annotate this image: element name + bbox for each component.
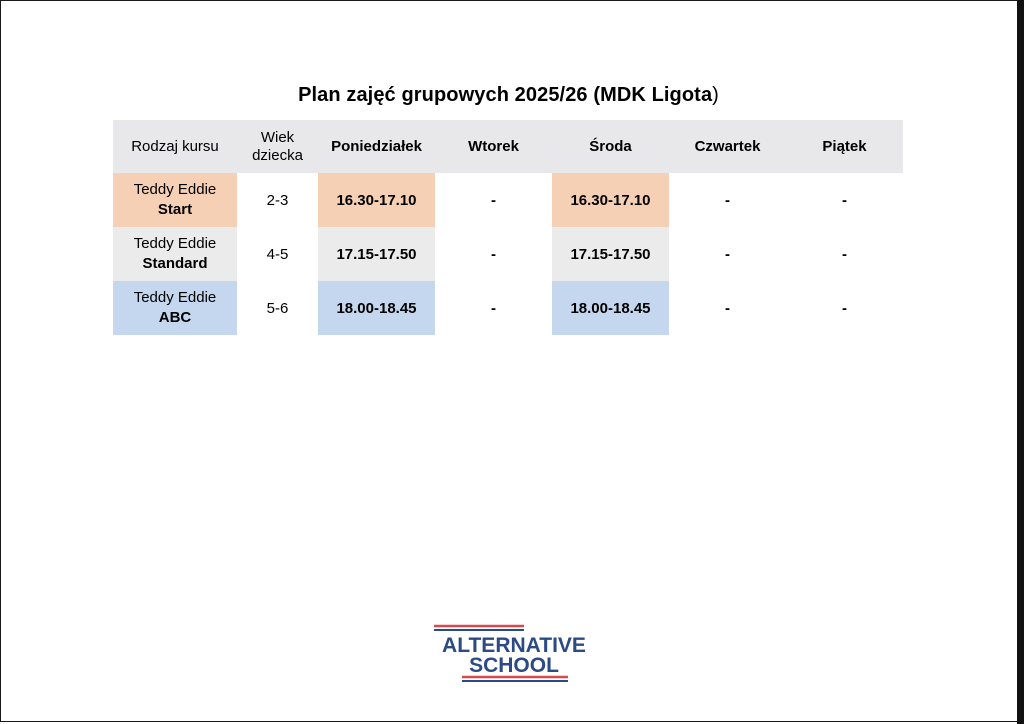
age-cell: 5-6 <box>266 299 289 317</box>
tuesday-cell: - <box>491 191 496 209</box>
course-level: Standard <box>142 255 208 272</box>
thursday-cell: - <box>725 299 730 317</box>
logo-line1: ALTERNATIVE <box>442 634 586 657</box>
wednesday-cell: 17.15-17.50 <box>552 227 669 281</box>
header-age-line1: Wiek <box>260 128 295 146</box>
age-cell: 4-5 <box>266 245 289 263</box>
tuesday-cell: - <box>491 299 496 317</box>
course-level: Start <box>157 201 193 218</box>
header-course: Rodzaj kursu <box>113 120 237 173</box>
monday-cell: 16.30-17.10 <box>318 173 435 227</box>
table-row <box>113 281 903 335</box>
header-thursday: Czwartek <box>669 120 786 173</box>
friday-cell: - <box>842 191 847 209</box>
title-text: Plan zajęć grupowych 2025/26 (MDK Ligota <box>298 84 713 106</box>
course-level: ABC <box>158 309 192 326</box>
header-wednesday: Środa <box>552 120 669 173</box>
thursday-cell: - <box>725 191 730 209</box>
schedule-table <box>113 120 903 335</box>
page-title <box>0 84 1017 107</box>
tuesday-cell: - <box>491 245 496 263</box>
course-cell <box>113 173 237 227</box>
friday-cell: - <box>842 245 847 263</box>
title-close-paren: ) <box>712 84 719 106</box>
table-row <box>113 227 903 281</box>
header-tuesday: Wtorek <box>435 120 552 173</box>
monday-cell: 18.00-18.45 <box>318 281 435 335</box>
course-name: Teddy Eddie <box>133 235 217 252</box>
age-cell: 2-3 <box>266 191 289 209</box>
header-age-line2: dziecka <box>252 146 303 164</box>
monday-cell: 17.15-17.50 <box>318 227 435 281</box>
thursday-cell: - <box>725 245 730 263</box>
wednesday-cell: 18.00-18.45 <box>552 281 669 335</box>
course-cell <box>113 281 237 335</box>
header-friday: Piątek <box>786 120 903 173</box>
viewer-edge <box>1017 0 1024 724</box>
header-row <box>113 120 903 173</box>
course-name: Teddy Eddie <box>133 181 217 198</box>
course-name: Teddy Eddie <box>133 289 217 306</box>
course-cell <box>113 227 237 281</box>
table-row <box>113 173 903 227</box>
alternative-school-logo <box>432 622 596 684</box>
wednesday-cell: 16.30-17.10 <box>552 173 669 227</box>
friday-cell: - <box>842 299 847 317</box>
header-monday: Poniedziałek <box>318 120 435 173</box>
logo-line2: SCHOOL <box>469 654 559 677</box>
header-age <box>237 120 318 173</box>
